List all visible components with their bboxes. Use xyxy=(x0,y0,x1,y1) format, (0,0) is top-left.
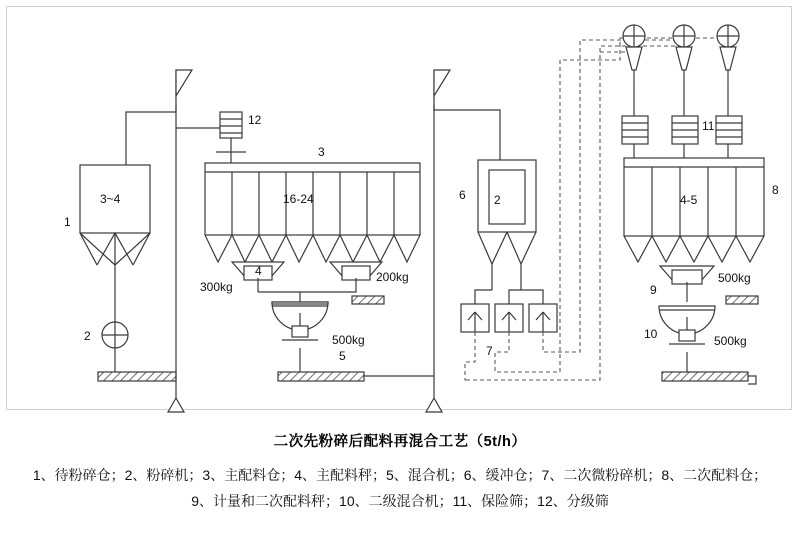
label-mixer10-cap: 500kg xyxy=(714,334,747,348)
mixer-5 xyxy=(272,302,328,340)
label-mixer5-ref: 5 xyxy=(339,349,346,363)
micro-grinder-7-a xyxy=(461,304,489,332)
secondary-bins-8 xyxy=(624,158,764,262)
label-mainbins3-ref: 3 xyxy=(318,145,325,159)
label-scale4-ref: 4 xyxy=(255,264,262,278)
label-scale4-cap-right: 200kg xyxy=(376,270,409,284)
sifter-12 xyxy=(216,112,246,152)
label-bins8-count: 4-5 xyxy=(680,193,698,207)
label-micro7-ref: 7 xyxy=(486,344,493,358)
label-mainbins3-count: 16-24 xyxy=(283,192,314,206)
left-conveyor xyxy=(98,372,176,381)
micro-grinder-7-b xyxy=(495,304,523,332)
right-conveyor xyxy=(662,372,748,381)
label-scale9-cap: 500kg xyxy=(718,271,751,285)
label-mixer10-ref: 10 xyxy=(644,327,658,341)
legend xyxy=(30,462,770,514)
center-conveyor xyxy=(278,372,364,381)
safety-sieve-11-c xyxy=(716,86,742,158)
safety-sieve-11-b xyxy=(672,86,698,158)
elevator-head-left xyxy=(176,70,192,96)
legend-line-1: 1、待粉碎仓；2、粉碎机；3、主配料仓；4、主配料秤；5、混合机；6、缓冲仓；7、二次微粉碎机；8、二次配料仓； xyxy=(32,467,768,483)
cyclone-b xyxy=(673,25,695,86)
pipe-elevator-to-bin1 xyxy=(126,105,176,165)
scale-4-right xyxy=(300,262,382,292)
label-sifter12-ref: 12 xyxy=(248,113,262,127)
grinder-2 xyxy=(102,322,128,348)
main-bins-3 xyxy=(205,163,420,262)
label-buffer-inner-ref: 2 xyxy=(494,193,501,207)
safety-sieve-11-a xyxy=(622,86,648,158)
pipe-to-buffer6 xyxy=(434,104,500,160)
cyclone-a xyxy=(623,25,645,86)
label-sieve11-ref: 11 xyxy=(702,119,715,133)
bin-1-group xyxy=(80,165,150,265)
label-mixer5-cap: 500kg xyxy=(332,333,365,347)
buffer-bin-6 xyxy=(478,160,536,264)
label-scale9-ref: 9 xyxy=(650,283,657,297)
cyclone-c xyxy=(717,25,739,86)
micro-grinder-7-c xyxy=(529,304,557,332)
legend-line-2: 9、计量和二次配料秤；10、二级混合机；11、保险筛；12、分级筛 xyxy=(191,493,609,509)
label-bin1-count: 3~4 xyxy=(100,192,121,206)
diagram-caption: 二次先粉碎后配料再混合工艺（5t/h） xyxy=(273,434,527,450)
label-grinder2-ref: 2 xyxy=(84,329,91,343)
label-scale4-cap: 300kg xyxy=(200,280,233,294)
label-bin1-ref: 1 xyxy=(64,215,71,229)
label-buffer6-ref: 6 xyxy=(459,188,466,202)
platform-right-scale9 xyxy=(726,296,758,304)
mixer-10 xyxy=(659,306,715,344)
platform-right-mixer5 xyxy=(352,296,384,304)
label-bins8-ref: 8 xyxy=(772,183,779,197)
scale-9 xyxy=(660,266,714,302)
